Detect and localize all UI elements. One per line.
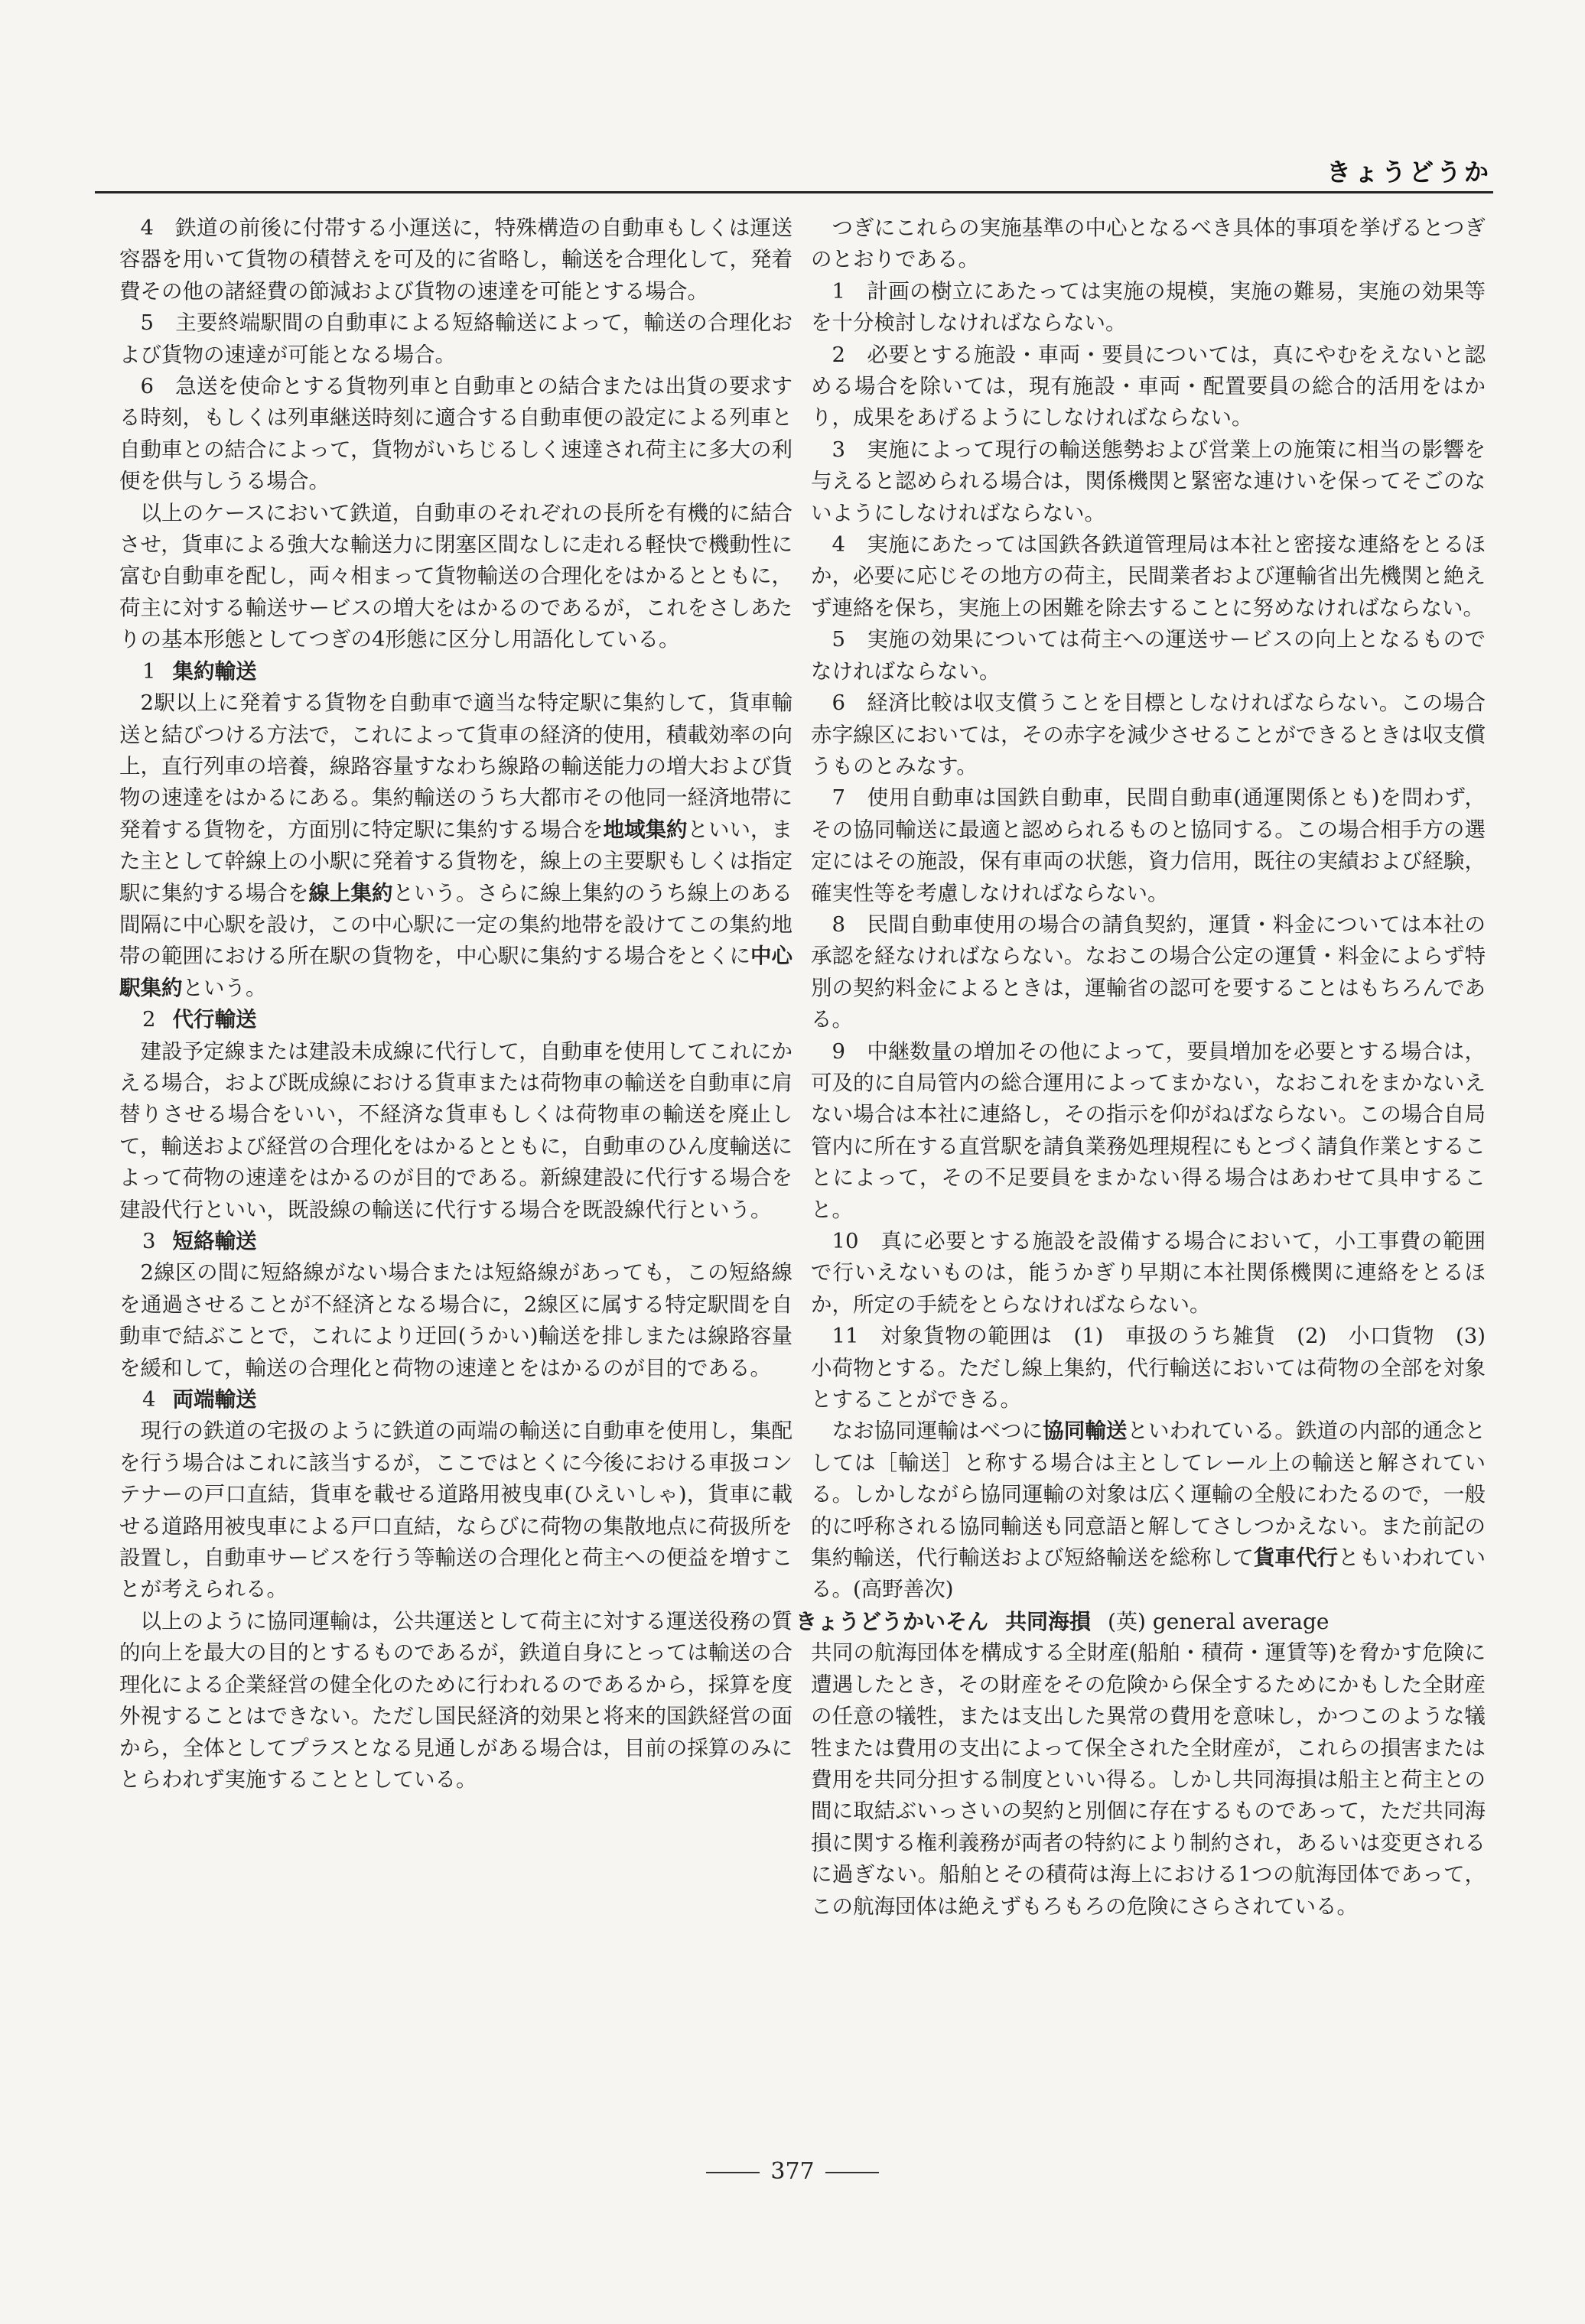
section-heading <box>119 656 792 687</box>
list-item: 5 実施の効果については荷主への運送サービスの向上となるものでなければならない。 <box>811 627 1486 684</box>
right-column <box>796 213 1507 1923</box>
paragraph: 以上のケースにおいて鉄道，自動車のそれぞれの長所を有機的に結合させ，貨車による強大な輸送力に閉塞区間なしに走れる軽快で機動性に富む自動車を配し，両々相まって貨物輸送の合理化をはかるとともに，荷主に対する輸送サービスの増大をはかるのであるが，これをさしあたりの基本形態としてつぎの4形態に区分し用語化している。 <box>119 500 792 652</box>
term: 地域集約 <box>603 817 688 842</box>
text-run: といわれている。鉄道の内部的通念としては［輸送］と称する場合は主としてレール上の輸送と解されている。しかしながら協同運輸の対象は広く運輸の全般にわたるので，一般的に呼称される協同輸送も同意語と解してさしつかえない。また前記の集約輸送，代行輸送および短絡輸送を総称して <box>811 1419 1486 1571</box>
text-run: ともいわれている。 <box>811 1546 1486 1602</box>
entry-english: (英) general average <box>1108 1608 1330 1634</box>
list-item: 7 使用自動車は国鉄自動車，民間自動車(通運関係とも)を問わず，その協同輸送に最適と認められるものと協同する。この場合相手方の選定にはその施設，保有車両の状態，資力信用，既往の実績および経験，確実性等を考慮しなければならない。 <box>811 785 1486 905</box>
section-heading <box>119 1226 792 1257</box>
paragraph <box>119 687 792 1004</box>
paragraph: 現行の鉄道の宅扱のように鉄道の両端の輸送に自動車を使用し，集配を行う場合はこれに該当するが，ここではとくに今後における車扱コンテナーの戸口直結，貨車を載せる道路用被曳車(ひえいしゃ)，貨車に載せる道路用被曳車による戸口直結，ならびに荷物の集散地点に荷扱所を設置し，自動車サービスを行う等輸送の合理化と荷主への便益を増すことが考えられる。 <box>119 1419 792 1602</box>
dictionary-entry-heading <box>796 1606 1486 1637</box>
page-number: 377 <box>770 2158 815 2185</box>
section-heading <box>119 1384 792 1416</box>
left-column <box>119 213 792 1796</box>
paragraph: 共同の航海団体を構成する全財産(船舶・積荷・運賃等)を脅かす危険に遭遇したとき，その財産をその危険から保全するためにかもした全財産の任意の犠牲，または支出した異常の費用を意味し，かつこのような犠牲または費用の支出によって保全された全財産が，これらの損害または費用を共同分担する制度といい得る。しかし共同海損は船主と荷主との間に取結ぶいっさいの契約と別個に存在するものであって，ただ共同海損に関する権利義務が両者の特約により制約され，あるいは変更されるに過ぎない。船舶とその積荷は海上における1つの航海団体であって，この航海団体は絶えずもろもろの危険にさらされている。 <box>811 1640 1486 1919</box>
paragraph: 5 主要終端駅間の自動車による短絡輸送によって，輸送の合理化および貨物の速達が可能となる場合。 <box>119 310 792 367</box>
section-number: 3 <box>142 1229 156 1253</box>
list-item: 9 中継数量の増加その他によって，要員増加を必要とする場合は，可及的に自局管内の総合運用によってまかない，なおこれをまかないえない場合は本社に連絡し，その指示を仰がねばならない。この場合自局管内に所在する直営駅を請負業務処理規程にもとづく請負作業とすることによって，その不足要員をまかない得る場合はあわせて具申すること。 <box>811 1038 1486 1222</box>
paragraph <box>811 1416 1486 1605</box>
list-item: 3 実施によって現行の輸送態勢および営業上の施策に相当の影響を与えると認められる場合は，関係機関と緊密な連けいを保ってそごのないようにしなければならない。 <box>811 437 1486 525</box>
section-title: 両端輸送 <box>172 1387 257 1412</box>
list-item: 2 必要とする施設・車両・要員については，真にやむをえないと認める場合を除いては，現有施設・車両・配置要員の総合的活用をはかり，成果をあげるようにしなければならない。 <box>811 342 1486 431</box>
list-item: 1 計画の樹立にあたっては実施の規模，実施の難易，実施の効果等を十分検討しなければならない。 <box>811 278 1486 336</box>
section-heading <box>119 1004 792 1035</box>
text-run: なお協同運輸はべつに <box>832 1419 1043 1444</box>
section-title: 集約輸送 <box>172 658 257 684</box>
section-number: 2 <box>142 1007 156 1032</box>
paragraph: 4 鉄道の前後に付帯する小運送に，特殊構造の自動車もしくは運送容器を用いて貨物の積替えを可及的に省略し，輸送を合理化して，発着費その他の諸経費の節減および貨物の速達を可能とする場合。 <box>119 216 792 304</box>
list-item: 11 対象貨物の範囲は (1) 車扱のうち雑貨 (2) 小口貨物 (3) 小荷物とする。ただし線上集約，代行輸送においては荷物の全部を対象とすることができる。 <box>811 1324 1507 1412</box>
list-item: 6 経済比較は収支償うことを目標としなければならない。この場合赤字線区においては，その赤字を減少させることができるときは収支償うものとみなす。 <box>811 691 1486 778</box>
text-run: といい，また主として幹線上の小駅に発着する貨物を，線上の主要駅もしくは指定駅に集約する場合を <box>119 817 792 905</box>
entry-term: 共同海損 <box>1005 1608 1092 1634</box>
paragraph: つぎにこれらの実施基準の中心となるべき具体的事項を挙げるとつぎのとおりである。 <box>811 216 1486 272</box>
section-title: 短絡輸送 <box>172 1229 257 1253</box>
term: 貨車代行 <box>1253 1546 1339 1571</box>
section-number: 1 <box>142 658 156 684</box>
paragraph: 6 急送を使命とする貨物列車と自動車との結合または出貨の要求する時刻，もしくは列車継送時刻に適合する自動車便の設定による列車と自動車との結合によって，貨物がいちじるしく速達され荷主に多大の利便を供与しうる場合。 <box>119 374 792 494</box>
paragraph: 以上のように協同運輸は，公共運送として荷主に対する運送役務の質的向上を最大の目的とするものであるが，鉄道自身にとっては輸送の合理化による企業経営の健全化のために行われるのであるから，採算を度外視することはできない。ただし国民経済的効果と将来的国鉄経営の面から，全体としてプラスとなる見通しがある場合は，目前の採算のみにとらわれず実施することとしている。 <box>119 1608 792 1792</box>
section-title: 代行輸送 <box>172 1007 257 1032</box>
page-footer <box>0 2158 1585 2185</box>
term: 中心駅集約 <box>119 944 792 1000</box>
footer-dash <box>706 2172 760 2173</box>
term: 線上集約 <box>308 880 393 905</box>
entry-reading: きょうどうかいそん <box>796 1608 989 1634</box>
term: 協同輸送 <box>1043 1419 1128 1444</box>
text-run: という。 <box>182 975 267 1000</box>
list-item: 10 真に必要とする施設を設備する場合において，小工事費の範囲で行いえないものは，能うかぎり早期に本社関係機関に連絡をとるほか，所定の手続をとらなければならない。 <box>811 1229 1486 1317</box>
paragraph: 建設予定線または建設未成線に代行して，自動車を使用してこれにかえる場合，および既成線における貨車または荷物車の輸送を自動車に肩替りさせる場合をいい，不経済な貨車もしくは荷物車の輸送を廃止して，輸送および経営の合理化をはかるとともに，自動車のひん度輸送によって荷物の速達をはかるのが目的である。新線建設に代行する場合を建設代行といい，既設線の輸送に代行する場合を既設線代行という。 <box>119 1038 792 1222</box>
author-credit: (高野善次) <box>853 1577 954 1602</box>
running-header: きょうどうか <box>1326 158 1492 187</box>
header-rule <box>95 191 1493 193</box>
list-item: 4 実施にあたっては国鉄各鉄道管理局は本社と密接な連絡をとるほか，必要に応じその地方の荷主，民間業者および運輸省出先機関と絶えず連絡を保ち，実施上の困難を除去することに努めなければならない。 <box>811 532 1486 620</box>
list-item: 8 民間自動車使用の場合の請負契約，運賃・料金については本社の承認を経なければならない。なおこの場合公定の運賃・料金によらず特別の契約料金によるときは，運輸省の認可を要することはもちろんである。 <box>811 912 1486 1032</box>
footer-dash <box>825 2172 879 2173</box>
section-number: 4 <box>142 1387 156 1412</box>
text-run: 2駅以上に発着する貨物を自動車で適当な特定駅に集約して，貨車輸送と結びつける方法で，これによって貨車の経済的使用，積載効率の向上，直行列車の培養，線路容量すなわち線路の輸送能力の増大および貨物の速達をはかるにある。集約輸送のうち大都市その他同一経済地帯に発着する貨物を，方面別に特定駅に集約する場合を <box>119 691 792 842</box>
paragraph: 2線区の間に短絡線がない場合または短絡線があっても，この短絡線を通過させることが不経済となる場合に，2線区に属する特定駅間を自動車で結ぶことで，これにより迂回(うかい)輸送を排しまたは線路容量を緩和して，輸送の合理化と荷物の速達とをはかるのが目的である。 <box>119 1260 792 1380</box>
text-run: という。さらに線上集約のうち線上のある間隔に中心駅を設け，この中心駅に一定の集約地帯を設けてこの集約地帯の範囲における所在駅の貨物を，中心駅に集約する場合をとくに <box>119 880 792 969</box>
